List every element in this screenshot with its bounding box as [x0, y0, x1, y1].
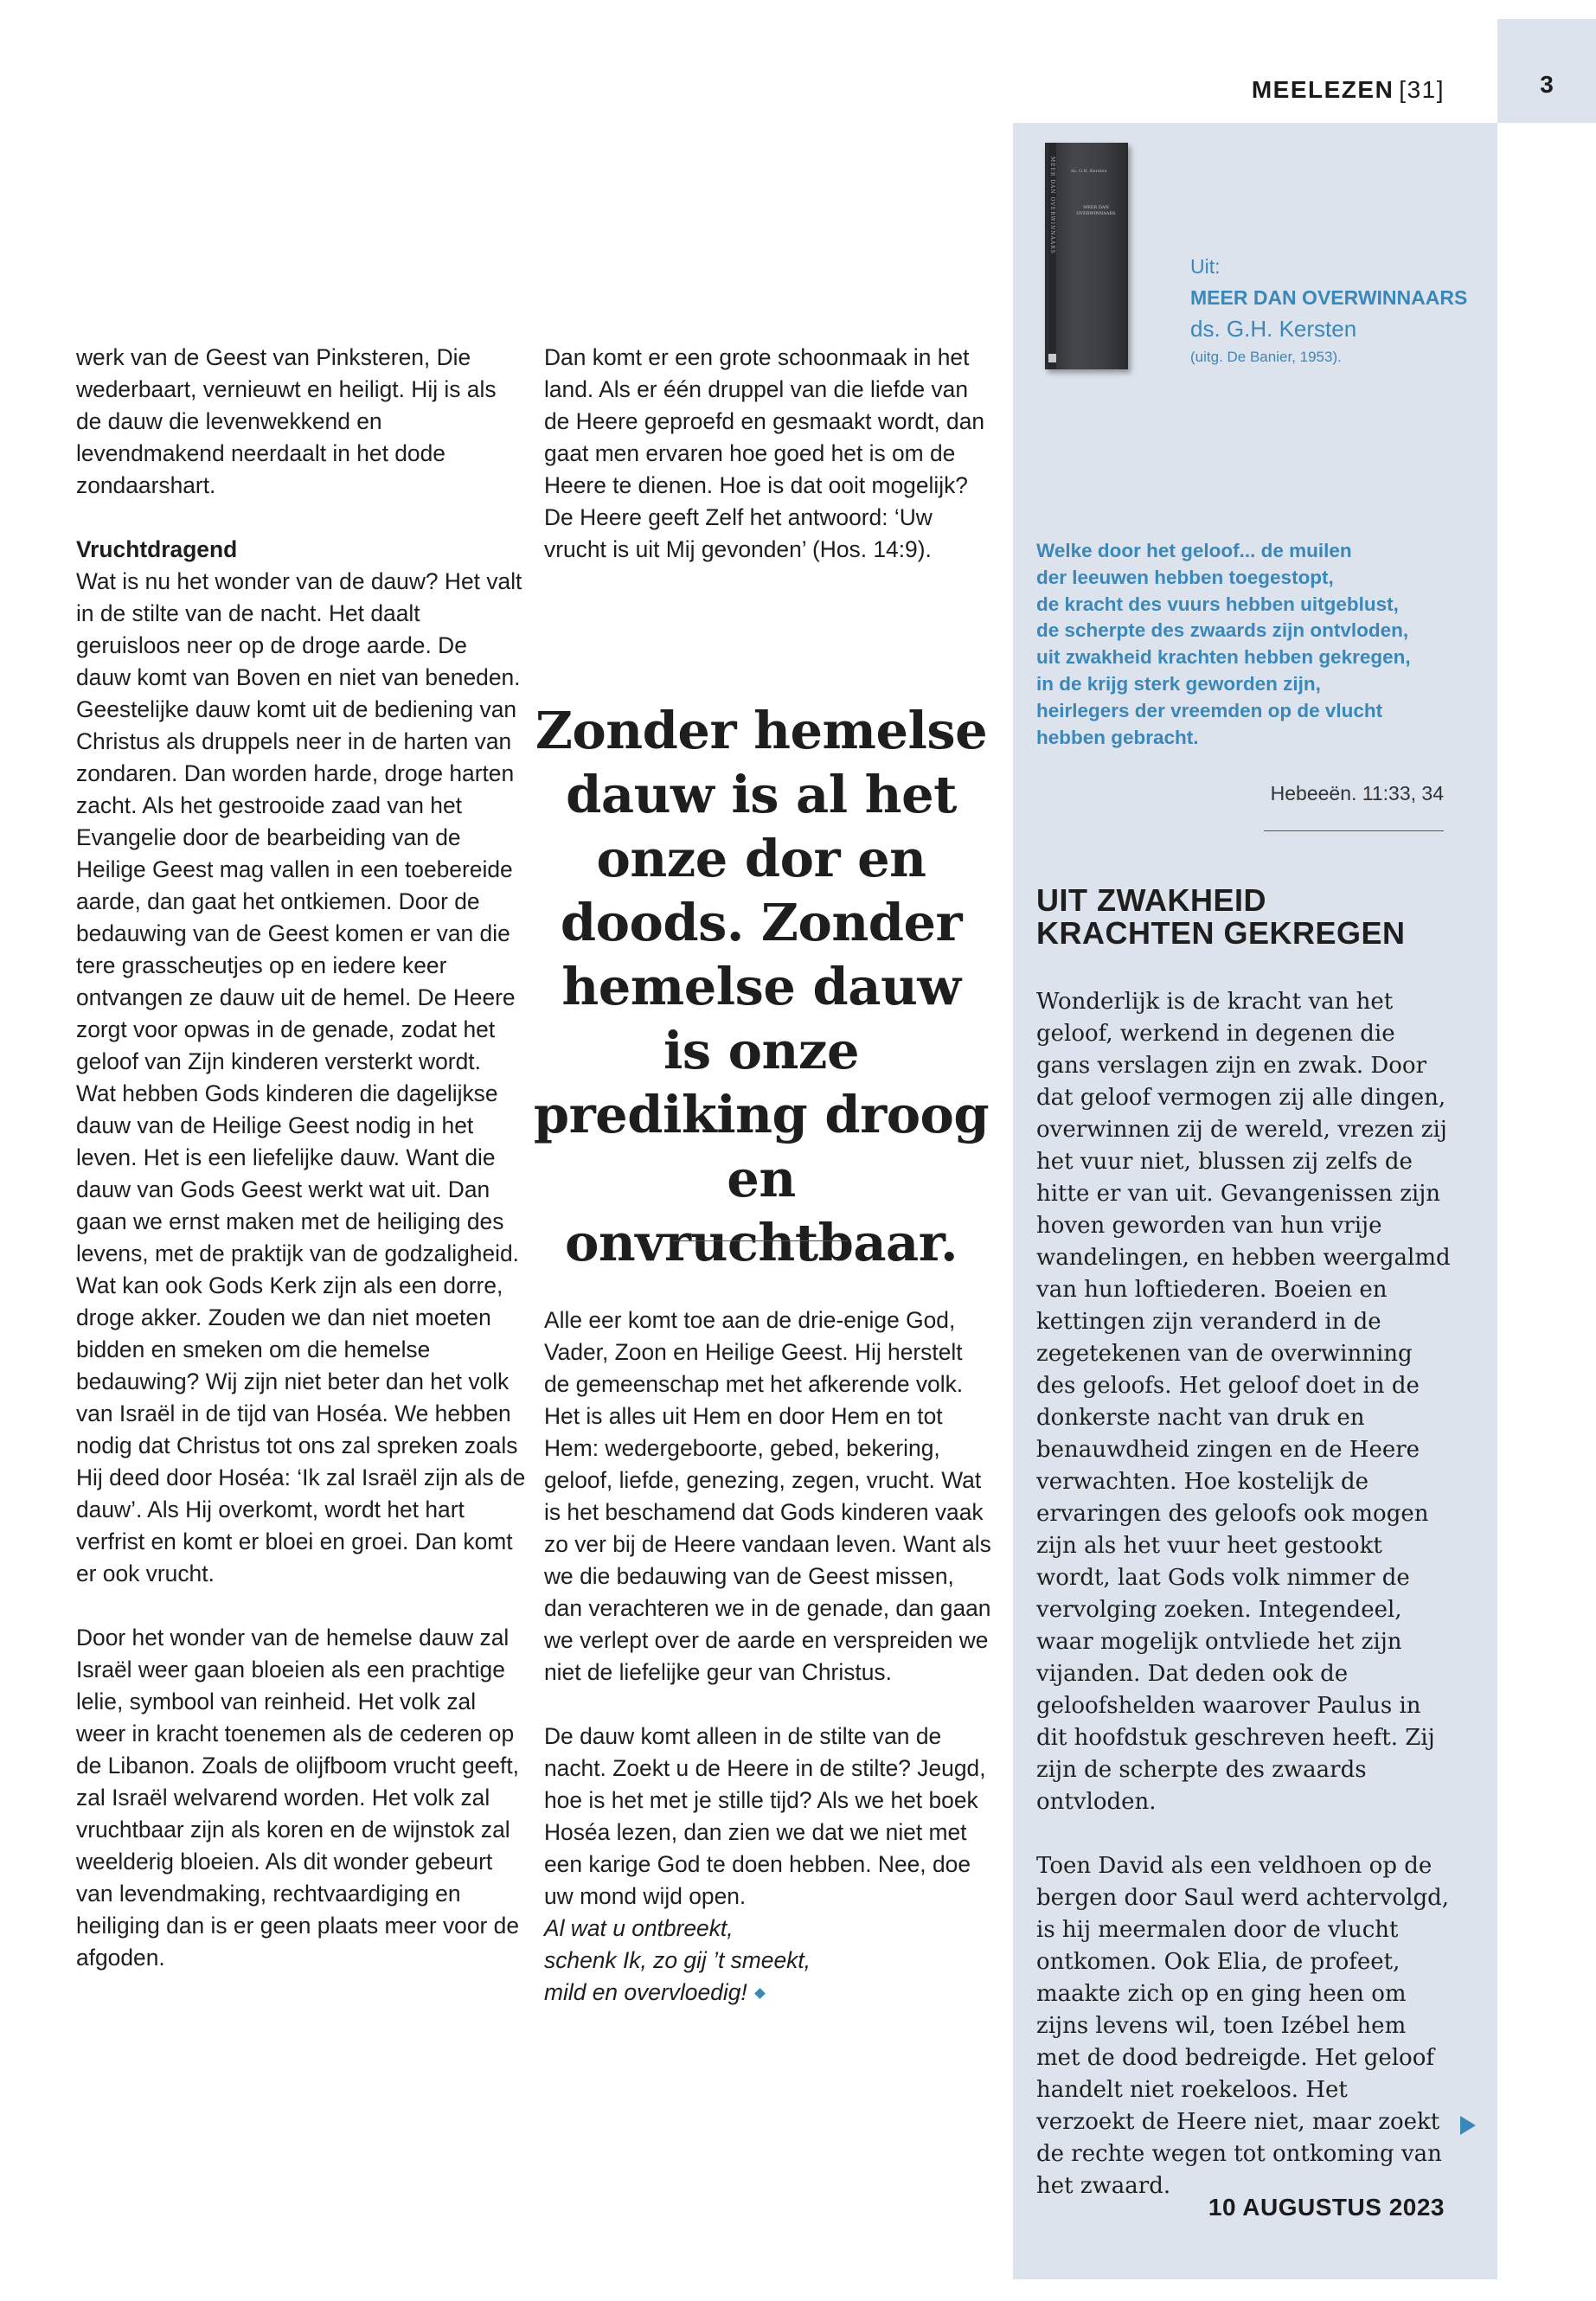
pull-quote: Zonder hemelse dauw is al het onze dor en doods. Zonder hemelse dauw is onze prediking droog en onvruchtbaar. [533, 701, 990, 1272]
continue-arrow-icon [1460, 2116, 1476, 2135]
sidebar-heading-line: KRACHTEN GEKREGEN [1036, 915, 1406, 951]
article-paragraph: Wat is nu het wonder van de dauw? Het valt in de stilte van de nacht. Het daalt geruisloos neer op de droge aarde. De dauw komt van Boven en niet van beneden. Geestelijke dauw komt uit de bediening van Christus als druppels neer in de harten van zondaren. Dan worden harde, droge harten zacht. Als het gestrooide zaad van het Evangelie door de bearbeiding van de Heilige Geest mag vallen in een toebereide aarde, dan gaat het ontkiemen. Door de bedauwing van de Geest komen er van die tere grasscheutjes op en iedere keer ontvangen ze dauw uit de hemel. De Heere zorgt voor opwas in de genade, zodat het geloof van Zijn kinderen versterkt wordt. Wat hebben Gods kinderen die dagelijkse dauw van de Heilige Geest nodig in het leven. Het is een liefelijke dauw. Want die dauw van Gods Geest werkt wat uit. Dan gaan we ernst maken met de heiliging des levens, met de praktijk van de godzaligheid. Wat kan ook Gods Kerk zijn als een dorre, droge akker. Zouden we dan niet moeten bidden en smeken om die hemelse bedauwing? Wij zijn niet beter dan het volk van Israël in de tijd van Hoséa. We hebben nodig dat Christus tot ons zal spreken zoals Hij deed door Hoséa: ‘Ik zal Israël zijn als de dauw’. Als Hij overkomt, wordt het hart verfrist en komt er bloei en groei. Dan komt er ook vrucht. [76, 568, 526, 1586]
article-paragraph: Alle eer komt toe aan de drie-enige God, Vader, Zoon en Heilige Geest. Hij herstelt de gemeenschap met het afkerende volk. Het is alles uit Hem en door Hem en tot Hem: wedergeboorte, gebed, bekering, geloof, liefde, genezing, zegen, vrucht. Wat is het beschamend dat Gods kinderen vaak zo ver bij de Heere vandaan leven. Want als we die bedauwing van de Geest missen, dan verachteren we in de genade, dan gaan we verlept over de aarde en verspreiden we niet de liefelijke geur van Christus. [544, 1307, 991, 1685]
article-subheading: Vruchtdragend [76, 536, 238, 562]
article-column-1 [76, 342, 526, 1974]
sidebar-heading-line: UIT ZWAKHEID [1036, 882, 1266, 918]
page-number: 3 [1540, 71, 1554, 98]
book-cover-image [1045, 143, 1128, 369]
article-paragraph: werk van de Geest van Pinksteren, Die wederbaart, vernieuwt en heiligt. Hij is als de dauw die levenwekkend en levendmakend neerdaalt in het dode zondaarshart. [76, 344, 497, 498]
running-head [1252, 76, 1445, 104]
article-column-2-bottom [544, 1304, 994, 2009]
issue-date: 10 AUGUSTUS 2023 [1208, 2194, 1445, 2221]
divider [673, 1240, 848, 1241]
poem-line: Al wat u ontbreekt, [544, 1915, 734, 1941]
source-author: ds. G.H. Kersten [1190, 316, 1357, 342]
sidebar-paragraph: Toen David als een veldhoen op de bergen door Saul werd achtervolgd, is hij meermalen door de vlucht ontkomen. Ook Elia, de profeet, maakte zich op en ging heen om zijns levens wil, toen Izébel hem met de dood bedreigde. Het geloof handelt niet roekeloos. Het verzoekt de Heere niet, maar zoekt de rechte wegen tot ontkoming van het zwaard. [1036, 1853, 1450, 2199]
bible-quote-line: hebben gebracht. [1036, 726, 1199, 748]
article-paragraph: Door het wonder van de hemelse dauw zal Israël weer gaan bloeien als een prachtige lelie, symbool van reinheid. Het volk zal weer in kracht toenemen als de cederen op de Libanon. Zoals de olijfboom vrucht geeft, zal Israël welvarend worden. Het volk zal vruchtbaar zijn als koren en de wijnstok zal weelderig bloeien. Als dit wonder gebeurt van levendmaking, rechtvaardiging en heiliging dan is er geen plaats meer voor de afgoden. [76, 1625, 520, 1971]
poem-line: schenk Ik, zo gij ’t smeekt, [544, 1947, 811, 1973]
source-book-title: MEER DAN OVERWINNAARS [1190, 286, 1468, 309]
bible-quote-line: Welke door het geloof... de muilen [1036, 540, 1352, 561]
article-column-2-top [544, 342, 994, 566]
end-of-article-icon [754, 1988, 766, 1999]
source-prefix: Uit: [1190, 255, 1221, 278]
source-publication: (uitg. De Banier, 1953). [1190, 349, 1342, 365]
bible-quote-line: der leeuwen hebben toegestopt, [1036, 566, 1334, 588]
sidebar-heading [1036, 884, 1452, 950]
bible-reference: Hebeeën. 11:33, 34 [1270, 782, 1444, 804]
source-credit [1190, 251, 1467, 370]
bible-quote-line: de scherpte des zwaards zijn ontvloden, [1036, 619, 1409, 642]
sidebar-body [1036, 986, 1452, 2202]
bible-quote-line: uit zwakheid krachten hebben gekregen, [1036, 646, 1411, 669]
article-section [76, 534, 526, 1590]
book-cover-author: ds. G.H. Kersten [1071, 169, 1107, 174]
book-cover-title: MEER DAN OVERWINNAARS [1076, 205, 1116, 216]
article-paragraph-with-poem [544, 1721, 994, 2009]
bible-quote-line: de kracht des vuurs hebben uitgeblust, [1036, 593, 1399, 615]
publisher-logo [1048, 354, 1056, 362]
section-title: MEELEZEN [1251, 76, 1394, 103]
bible-quote [1036, 538, 1452, 751]
poem-line: mild en overvloedig! [544, 1979, 747, 2005]
divider [1264, 830, 1444, 831]
article-paragraph: Dan komt er een grote schoonmaak in het land. Als er één druppel van die liefde van de Heere geproefd en gesmaakt wordt, dan gaat men ervaren hoe goed het is om de Heere te dienen. Hoe is dat ooit mogelijk? De Heere geeft Zelf het antwoord: ‘Uw vrucht is uit Mij gevonden’ (Hos. 14:9). [544, 344, 985, 562]
issue-number: [31] [1399, 76, 1445, 103]
book-spine-text: MEER DAN OVERWINNAARS [1049, 157, 1055, 254]
article-paragraph: De dauw komt alleen in de stilte van de nacht. Zoekt u de Heere in de stilte? Jeugd, hoe is het met je stille tijd? Als we het boek Hoséa lezen, dan zien we dat we niet met een karige God te doen hebben. Nee, doe uw mond wijd open. [544, 1723, 986, 1909]
bible-quote-line: heirlegers der vreemden op de vlucht [1036, 699, 1383, 721]
bible-quote-line: in de krijg sterk geworden zijn, [1036, 672, 1321, 695]
sidebar-paragraph: Wonderlijk is de kracht van het geloof, werkend in degenen die gans verslagen zijn en zwak. Door dat geloof vermogen zij alle dingen, overwinnen zij de wereld, vrezen zij het vuur niet, blussen zij zelfs de hitte er van uit. Gevangenissen zijn hoven geworden van hun vrije wandelingen, en hebben weergalmd van hun loftiederen. Boeien en kettingen zijn veranderd in de zegetekenen van de overwinning des geloofs. Het geloof doet in de donkerste nacht van druk en benauwdheid zingen en de Heere verwachten. Hoe kostelijk de ervaringen des geloofs ook mogen zijn als het vuur heet gestookt wordt, laat Gods volk nimmer de vervolging zoeken. Integendeel, waar mogelijk ontvliede het zijn vijanden. Dat deden ook de geloofshelden waarover Paulus in dit hoofdstuk geschreven heeft. Zij zijn de scherpte des zwaards ontvloden. [1036, 989, 1451, 1815]
